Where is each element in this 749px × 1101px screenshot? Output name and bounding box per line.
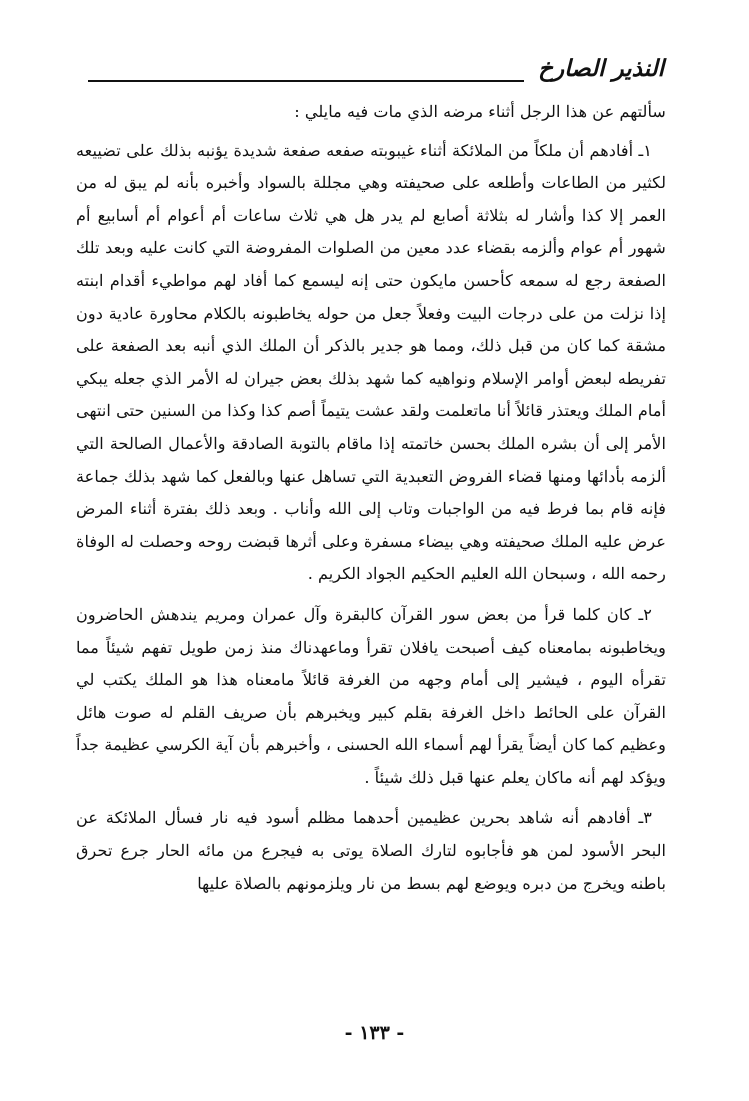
page-number: - ١٣٣ -	[344, 1022, 405, 1044]
body-text	[76, 96, 666, 900]
intro-line: سألتهم عن هذا الرجل أثناء مرضه الذي مات فيه مايلي :	[294, 102, 666, 121]
paragraph-1: ١ـ أفادهم أن ملكاً من الملائكة أثناء غيبوبته صفعه صفعة شديدة يؤنبه بذلك على تضييعه لكثير من الطاعات وأطلعه على صحيفته وهي مجللة بالسواد وأخبره بأنه لم يبق له من العمر إلا كذا وأشار له بثلاثة أصابع لم يدر هل هي ثلاث ساعات أم أعوام أم أسابيع أم شهور أم عوام وألزمه بقضاء عدد معين من الصلوات المفروضة التي كانت عليه وبعد تلك الصفعة رجع له سمعه كأحسن مايكون حتى إنه ليسمع كما أفاد لهم مواطيء أقدام ابنته إذا نزلت من على درجات البيت وفعلاً جعل من حوله يخاطبونه بالكلام محاورة عادية دون مشقة كما كان من قبل ذلك، ومما هو جدير بالذكر أن الملك الذي أنبه بعد الصفعة على تفريطه لبعض أوامر الإسلام ونواهيه كما شهد بذلك بعض جيران له الأمر الذي جعله يبكي أمام الملك ويعتذر قائلاً أنا ماتعلمت ولقد عشت يتيماً أصم كذا وكذا من السنين حتى انتهى الأمر إلى أن بشره الملك بحسن خاتمته إذا ماقام بالتوبة الصادقة والأعمال الصالحة التي ألزمه بأدائها ومنها قضاء الفروض التعبدية التي تساهل عنها وبالفعل كما شهد بذلك جماعة فإنه قام بما فرط فيه من الواجبات وتاب إلى الله وأناب . وبعد ذلك بفترة أثناء المرض عرض عليه الملك صحيفته وهي بيضاء مسفرة وعلى أثرها قبضت روحه وحصلت له الوفاة رحمه الله ، وسبحان الله العليم الحكيم الجواد الكريم .	[76, 140, 666, 584]
paragraph-3: ٣ـ أفادهم أنه شاهد بحرين عظيمين أحدهما مظلم أسود فيه نار فسأل الملائكة عن البحر الأسود لمن هو فأجابوه لتارك الصلاة يوتى به فيجرع من مائه الحار جرع تحرق باطنه ويخرج من دبره ويوضع لهم بسط من نار ويلزمونهم بالصلاة عليها	[76, 808, 666, 893]
header-title: النذير الصارخ	[524, 54, 664, 84]
paragraph-2: ٢ـ كان كلما قرأ من بعض سور القرآن كالبقرة وآل عمران ومريم يندهش الحاضرون ويخاطبونه بمامعناه كيف أصبحت يافلان تقرأ وماعهدناك منذ زمن طويل تفهم شيئاً مما تقرأه اليوم ، فيشير إلى أمام وجهه من الغرفة قائلاً مامعناه هذا هو الملك يكتب لي القرآن على الحائط داخل الغرفة بقلم كبير ويخبرهم بأن صريف القلم له صوت هائل وعظيم كما كان أيضاً يقرأ لهم أسماء الله الحسنى ، وأخبرهم بأن آية الكرسي عظيمة جداً ويؤكد لهم أنه ماكان يعلم عنها قبل ذلك شيئاً .	[76, 604, 666, 787]
running-header	[88, 52, 664, 86]
